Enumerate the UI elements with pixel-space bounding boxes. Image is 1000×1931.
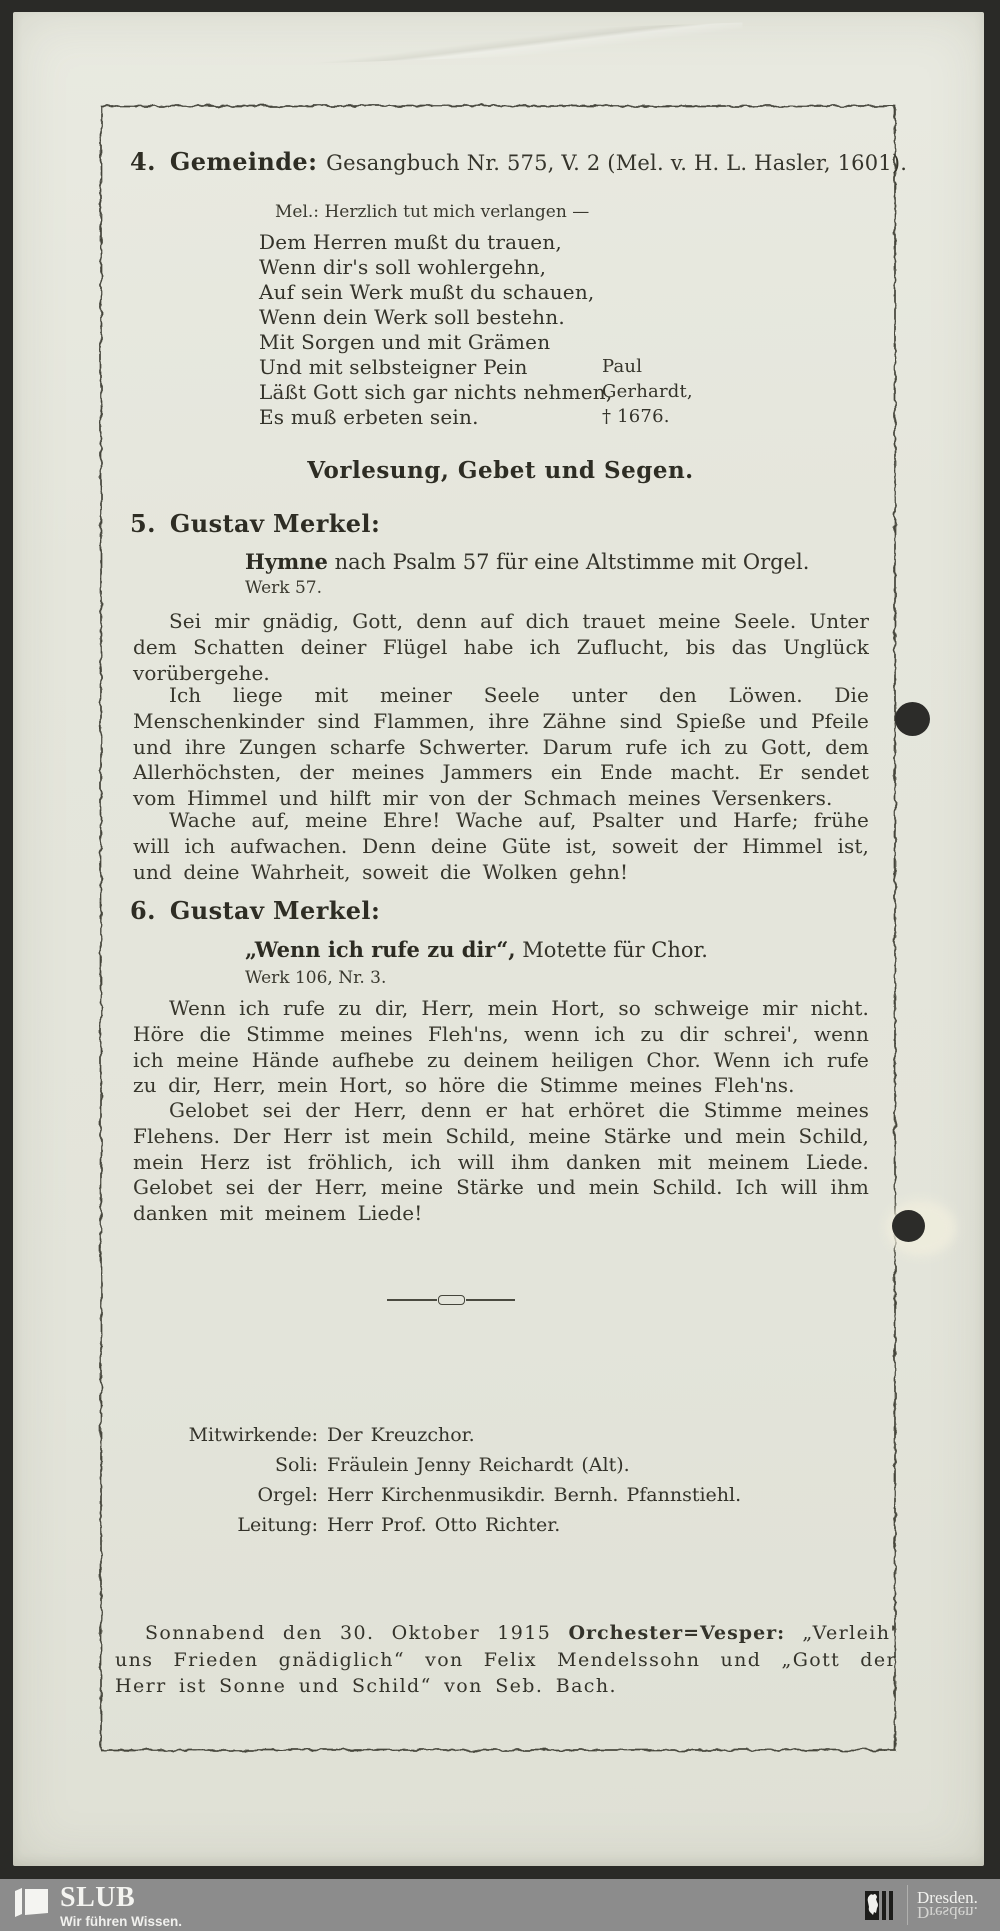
verse-attribution: Paul Gerhardt, † 1676. [602,356,693,427]
verse-line: Und mit selbsteigner Pein [259,355,528,379]
item-5-number: 5. [130,509,156,538]
program-item-5-heading [130,509,380,538]
performers-list [113,1420,741,1540]
dresden-logo-divider [907,1885,908,1925]
item-4-number: 4. [130,147,156,176]
slub-tagline: Wir führen Wissen. [60,1914,183,1929]
item-6-paragraph-1: Wenn ich rufe zu dir, Herr, mein Hort, so schweige mir nicht. Höre die Stimme meines Fleh'ns, wenn ich zu dir schrei', wenn ich meine Hände aufhebe zu deinem heiligen Chor. Wenn ich rufe zu dir, Herr, mein Hort, so höre die Stimme meines Fleh'ns. [133,996,869,1098]
announcement-post: „Verleih' uns Frieden gnädiglich“ von Felix Mendelssohn und „Gott der Herr ist Sonne und Schild“ von Seb. Bach. [115,1622,897,1697]
dresden-coat-of-arms-icon [865,1890,895,1921]
scanned-program-page [13,12,984,1866]
item-6-paragraph-2: Gelobet sei der Herr, denn er hat erhöret die Stimme meines Flehens. Der Herr ist mein Schild, meine Stärke und mein Schild, mein Herz ist fröhlich, ich will ihm danken mit meinem Liede. Gelobet sei der Herr, meine Stärke und mein Schild. Ich will ihm danken mit meinem Liede! [133,1098,869,1226]
performers-value: Herr Prof. Otto Richter. [327,1514,561,1536]
dresden-logo [865,1879,997,1931]
item-5-work-rest: nach Psalm 57 für eine Altstimme mit Orgel. [327,550,810,574]
slub-wordmark: SLUB [60,1882,136,1913]
dresden-wordmark-group [917,1890,997,1920]
performers-value: Der Kreuzchor. [327,1424,475,1446]
verse-line: Wenn dein Werk soll bestehn. [259,305,565,329]
announcement-pre: Sonnabend den 30. Oktober 1915 [145,1622,569,1644]
divider-cartouche [438,1295,465,1305]
item-5-work-title [245,549,809,574]
performers-row [113,1510,741,1540]
item-6-number: 6. [130,896,156,925]
performers-label: Mitwirkende: [188,1424,318,1446]
performers-row [113,1420,741,1450]
item-5-composer: Gustav Merkel: [169,509,381,538]
punch-hole [892,1210,925,1242]
dresden-wordmark-reflection: Dresden. [917,1903,978,1922]
performers-row [113,1480,741,1510]
item-6-opus: Werk 106, Nr. 3. [245,968,387,988]
item-6-composer: Gustav Merkel: [169,896,381,925]
performers-value: Herr Kirchenmusikdir. Bernh. Pfannstiehl. [327,1484,742,1506]
next-vesper-announcement [115,1620,897,1700]
slub-book-icon [15,1886,51,1918]
divider-line [466,1299,516,1301]
verse-line: Es muß erbeten sein. [259,405,479,429]
item-5-paragraph-1: Sei mir gnädig, Gott, denn auf dich trauet meine Seele. Unter dem Schatten deiner Flügel habe ich Zuflucht, bis das Unglück vorübergehe. [133,609,869,685]
hymn-verse [259,230,693,430]
item-4-subtitle: Gesangbuch Nr. 575, V. 2 (Mel. v. H. L. Hasler, 1601). [326,151,908,175]
divider-line [387,1299,437,1301]
performers-label: Leitung: [237,1514,318,1536]
program-item-4-heading [130,147,907,176]
program-item-6-heading [130,896,380,925]
item-6-work-title [245,937,708,962]
verse-line: Auf sein Werk mußt du schauen, [259,280,595,304]
verse-line: Läßt Gott sich gar nichts nehmen, [259,380,613,404]
melody-note: Mel.: Herzlich tut mich verlangen — [275,202,590,222]
performers-value: Fräulein Jenny Reichardt (Alt). [327,1454,630,1476]
item-5-paragraph-2: Ich liege mit meiner Seele unter den Löwen. Die Menschenkinder sind Flammen, ihre Zähne sind Spieße und Pfeile und ihre Zungen scharfe Schwerter. Darum rufe ich zu Gott, dem Allerhöchsten, der meines Jammers ein Ende macht. Er sendet vom Himmel und hilft mir von der Schmach meines Versenkers. [133,683,869,811]
performers-label: Soli: [274,1454,318,1476]
item-5-paragraph-3: Wache auf, meine Ehre! Wache auf, Psalter und Harfe; frühe will ich aufwachen. Denn deine Güte ist, soweit der Himmel ist, und deine Wahrheit, soweit die Wolken gehn! [133,808,869,884]
item-4-title: Gemeinde: [169,147,318,176]
divider-ornament [387,1295,515,1305]
item-6-work-rest: Motette für Chor. [515,938,708,962]
announcement-event: Orchester=Vesper: [568,1622,786,1644]
digitization-footer-bar [0,1879,1000,1931]
slub-wordmark-group [60,1883,182,1929]
item-6-work-name: „Wenn ich rufe zu dir“, [245,937,516,962]
interlude-heading: Vorlesung, Gebet und Segen. [307,457,694,484]
verse-line: Wenn dir's soll wohlergehn, [259,255,547,279]
verse-line: Mit Sorgen und mit Grämen [259,330,551,354]
paper-crease [313,23,744,64]
performers-label: Orgel: [257,1484,318,1506]
slub-logo [15,1883,182,1929]
performers-row [113,1450,741,1480]
item-5-opus: Werk 57. [245,578,323,598]
verse-line: Dem Herren mußt du trauen, [259,230,562,254]
item-5-work-name: Hymne [245,549,328,574]
punch-hole [895,702,930,736]
dresden-wordmark: Dresden. [917,1888,978,1907]
